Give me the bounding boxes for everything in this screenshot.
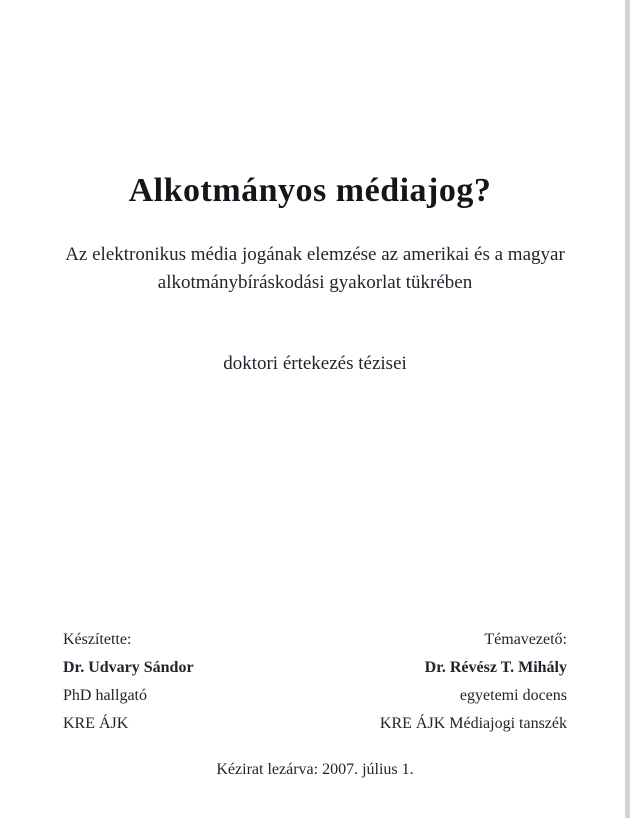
supervisor-name: Dr. Révész T. Mihály [424, 659, 567, 676]
thesis-title: Alkotmányos médiajog? [128, 172, 492, 209]
thesis-subtitle [63, 241, 567, 297]
subtitle-line-1: Az elektronikus média jogának elemzése az amerikai és a magyar [65, 244, 565, 265]
subtitle-line-2: alkotmánybíráskodási gyakorlat tükrében [157, 272, 473, 293]
manuscript-closing-line: Kézirat lezárva: 2007. július 1. [216, 761, 414, 778]
author-role: PhD hallgató [63, 687, 147, 704]
supervisor-institution: KRE ÁJK Médiajogi tanszék [379, 715, 567, 732]
author-block [63, 626, 194, 738]
author-label: Készítette: [63, 631, 132, 648]
supervisor-label: Témavezető: [484, 631, 567, 648]
author-name: Dr. Udvary Sándor [63, 659, 194, 676]
author-institution: KRE ÁJK [63, 715, 129, 732]
credits-section [63, 626, 567, 738]
supervisor-block [380, 626, 567, 738]
supervisor-role: egyetemi docens [459, 687, 567, 704]
page-edge-strip [625, 0, 630, 818]
document-type-line: doktori értekezés tézisei [223, 353, 407, 374]
